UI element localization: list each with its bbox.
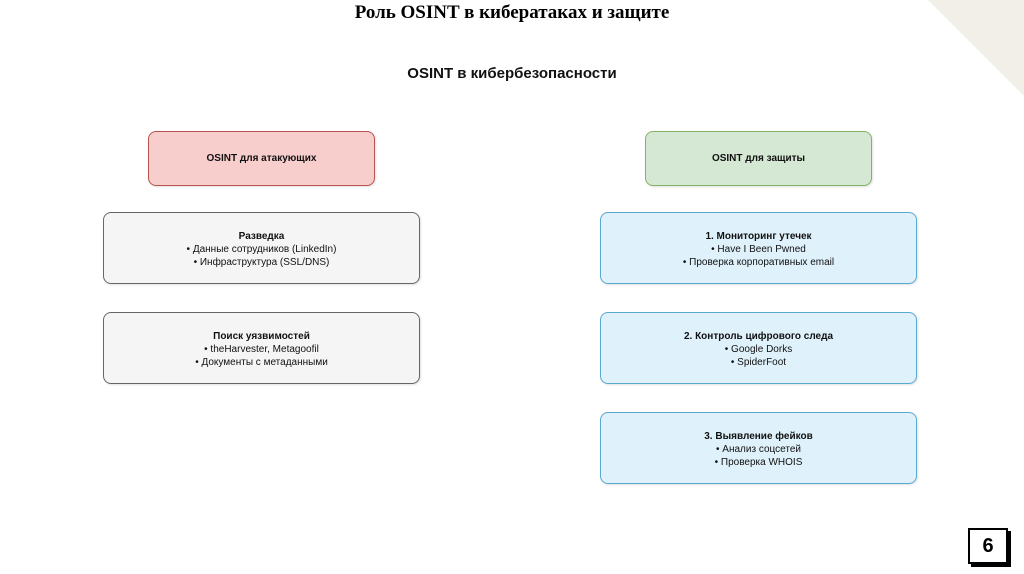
card-title: Разведка [238, 231, 285, 242]
defense-card-digital-footprint [600, 312, 917, 384]
card-title: 1. Мониторинг утечек [705, 231, 812, 242]
defense-card-leak-monitoring [600, 212, 917, 284]
slide-title: Роль OSINT в кибератаках и защите [354, 2, 670, 23]
card-item: • Проверка WHOIS [714, 457, 803, 468]
attack-header-box [148, 131, 375, 186]
diagram-title: OSINT в кибербезопасности [407, 65, 617, 82]
card-item: • Have I Been Pwned [711, 244, 806, 255]
attack-card-vuln-search [103, 312, 420, 384]
attack-card-recon [103, 212, 420, 284]
card-item: • theHarvester, Metagoofil [204, 344, 319, 355]
card-item: • Google Dorks [724, 344, 793, 355]
card-item: • Проверка корпоративных email [682, 257, 835, 268]
card-title: 2. Контроль цифрового следа [683, 331, 834, 342]
card-item: • Данные сотрудников (LinkedIn) [186, 244, 337, 255]
attack-header-label: OSINT для атакующих [206, 153, 317, 164]
card-item: • Инфраструктура (SSL/DNS) [193, 257, 330, 268]
card-title: 3. Выявление фейков [704, 431, 813, 442]
defense-header-label: OSINT для защиты [711, 153, 806, 164]
card-item: • Документы с метаданными [195, 357, 328, 368]
page-number: 6 [968, 528, 1008, 564]
card-item: • Анализ соцсетей [716, 444, 801, 455]
card-item: • SpiderFoot [730, 357, 787, 368]
defense-card-fake-detection [600, 412, 917, 484]
defense-header-box [645, 131, 872, 186]
card-title: Поиск уязвимостей [213, 331, 310, 342]
